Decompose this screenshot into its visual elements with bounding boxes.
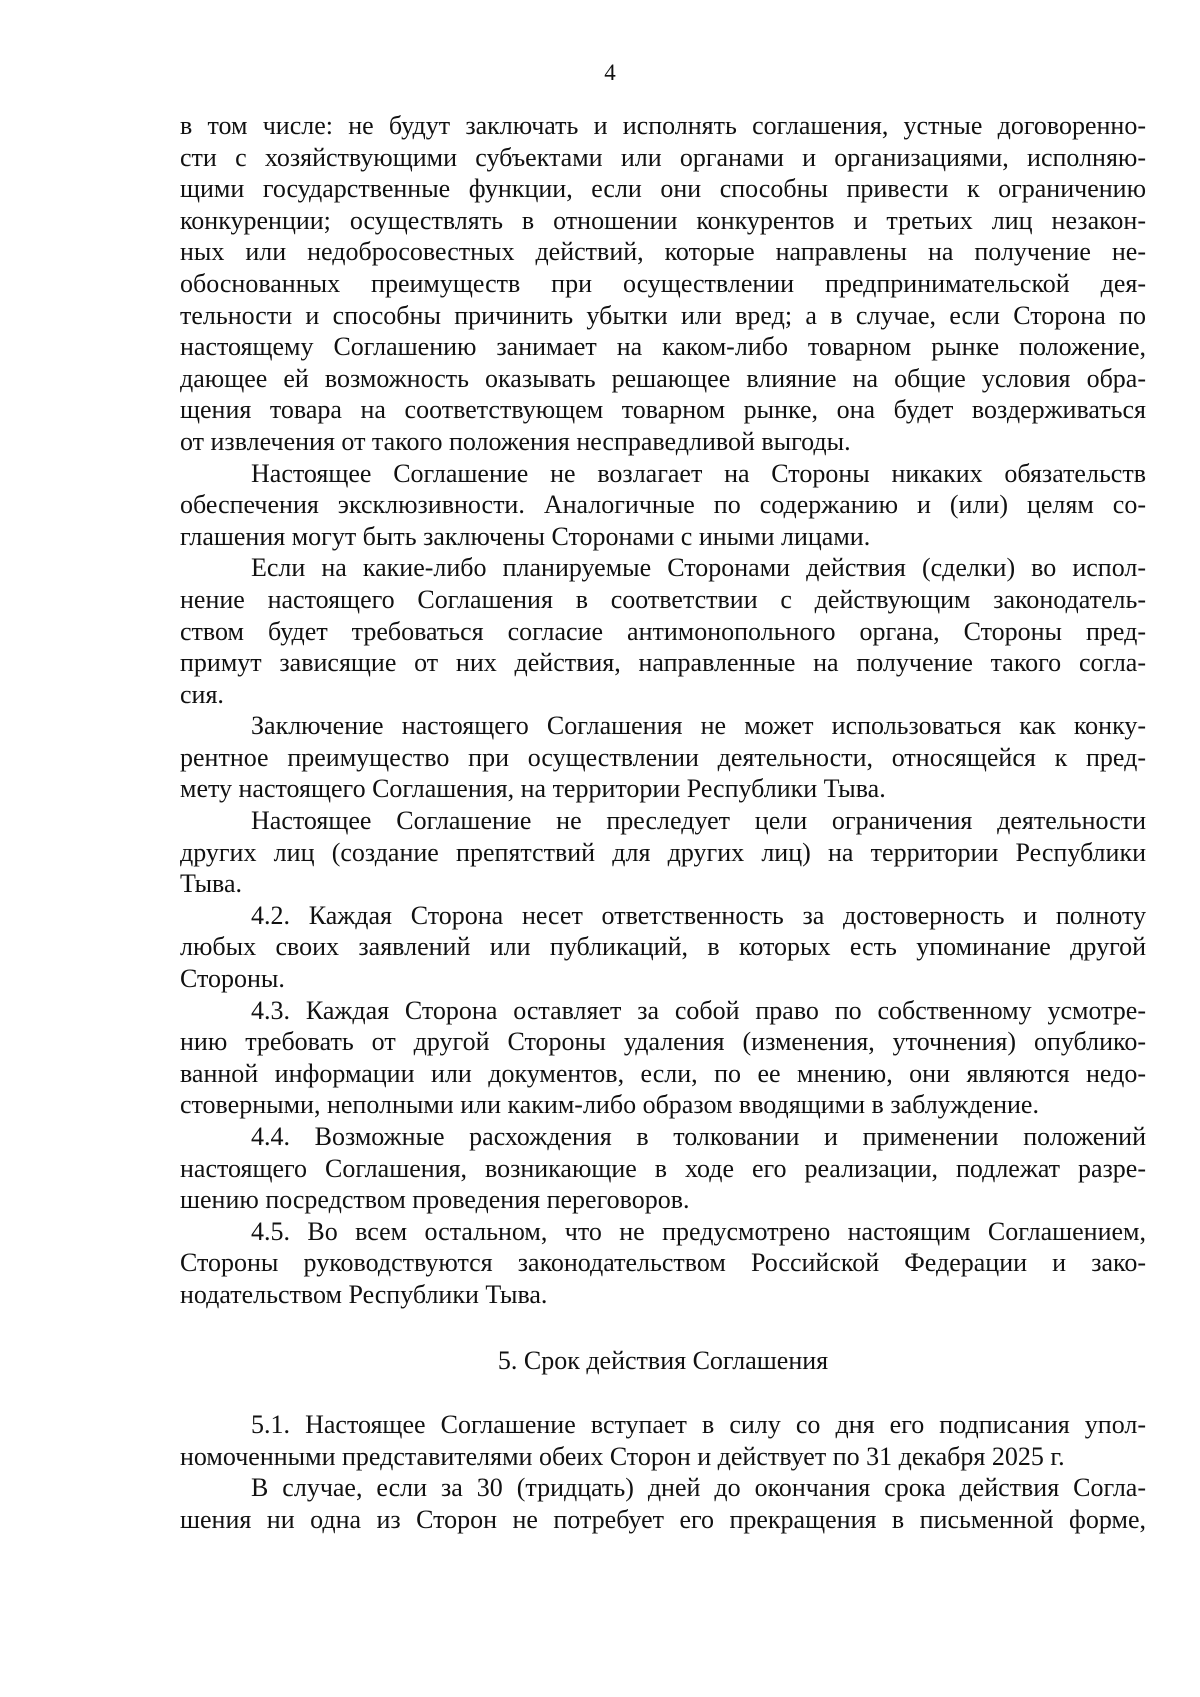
paragraph-auto-extension — [180, 1472, 1146, 1535]
text-line: дающее ей возможность оказывать решающее влияние на общие условия обра- — [180, 363, 1146, 393]
text-line: В случае, если за 30 (тридцать) дней до окончания срока действия Согла- — [251, 1473, 1146, 1503]
text-line: других лиц (создание препятствий для других лиц) на территории Республики — [180, 837, 1146, 867]
text-line: шения ни одна из Сторон не потребует его прекращения в письменной форме, — [180, 1504, 1146, 1534]
text-line: ных или недобросовестных действий, которые направлены на получение не- — [180, 237, 1146, 267]
paragraph-antimonopoly-consent — [180, 552, 1146, 710]
clause-4-4 — [180, 1121, 1146, 1216]
text-line: ством будет требоваться согласие антимонопольного органа, Стороны пред- — [180, 616, 1146, 646]
text-line: рентное преимущество при осуществлении деятельности, относящейся к пред- — [180, 742, 1146, 772]
text-line: Настоящее Соглашение не преследует цели ограничения деятельности — [251, 806, 1146, 836]
text-line: мету настоящего Соглашения, на территории Республики Тыва. — [180, 774, 886, 804]
paragraph-no-restriction — [180, 805, 1146, 900]
text-line: 5.1. Настоящее Соглашение вступает в силу со дня его подписания упол- — [251, 1410, 1146, 1440]
clause-5-1 — [180, 1409, 1146, 1472]
text-line: обоснованных преимуществ при осуществлении предпринимательской дея- — [180, 268, 1146, 298]
text-line: 4.5. Во всем остальном, что не предусмотрено настоящим Соглашением, — [251, 1216, 1146, 1246]
clause-4-5 — [180, 1216, 1146, 1311]
text-line: обеспечения эксклюзивности. Аналогичные по содержанию и (или) целям со- — [180, 490, 1146, 520]
text-line: Настоящее Соглашение не возлагает на Стороны никаких обязательств — [251, 458, 1146, 488]
text-line: Заключение настоящего Соглашения не может использоваться как конку- — [251, 711, 1146, 741]
text-line: щими государственные функции, если они способны привести к ограничению — [180, 174, 1146, 204]
text-line: 4.3. Каждая Сторона оставляет за собой право по собственному усмотре- — [251, 995, 1146, 1025]
text-line: в том числе: не будут заключать и исполнять соглашения, устные договоренно- — [180, 111, 1146, 140]
clause-4-3 — [180, 995, 1146, 1121]
text-line: Тыва. — [180, 869, 243, 899]
text-line: стоверными, неполными или каким-либо образом вводящими в заблуждение. — [180, 1090, 1039, 1120]
text-line: тельности и способны причинить убытки или вред; а в случае, если Сторона по — [180, 300, 1146, 330]
page-number: 4 — [604, 60, 616, 85]
text-line: Стороны. — [180, 964, 285, 994]
text-line: сти с хозяйствующими субъектами или органами и организациями, исполняю- — [180, 142, 1146, 172]
text-line: Стороны руководствуются законодательством Российской Федерации и зако- — [180, 1248, 1146, 1278]
paragraph-exclusivity — [180, 458, 1146, 553]
text-line: нодательством Республики Тыва. — [180, 1279, 548, 1309]
text-line: настоящему Соглашению занимает на каком-либо товарном рынке положение, — [180, 332, 1146, 362]
text-line: Если на какие-либо планируемые Сторонами действия (сделки) во испол- — [251, 553, 1146, 583]
text-line: ванной информации или документов, если, по ее мнению, они являются недо- — [180, 1058, 1146, 1088]
document-body — [180, 110, 1146, 1536]
text-line: 4.2. Каждая Сторона несет ответственность за достоверность и полноту — [251, 900, 1146, 930]
paragraph-competition-obligations — [180, 110, 1146, 458]
text-line: щения товара на соответствующем товарном рынке, она будет воздерживаться — [180, 395, 1146, 425]
text-line: номоченными представителями обеих Сторон и действует по 31 декабря 2025 г. — [180, 1441, 1065, 1471]
text-line: глашения могут быть заключены Сторонами с иными лицами. — [180, 521, 871, 551]
text-line: 4.4. Возможные расхождения в толковании и применении положений — [251, 1122, 1146, 1151]
text-line: примут зависящие от них действия, направленные на получение такого согла- — [180, 648, 1146, 678]
text-line: шению посредством проведения переговоров. — [180, 1185, 690, 1215]
text-line: конкуренции; осуществлять в отношении конкурентов и третьих лиц незакон- — [180, 205, 1146, 235]
text-line: нение настоящего Соглашения в соответствии с действующим законодатель- — [180, 584, 1146, 614]
paragraph-no-competitive-advantage — [180, 710, 1146, 805]
section-heading: 5. Срок действия Соглашения — [497, 1345, 829, 1375]
text-line: нию требовать от другой Стороны удаления (изменения, уточнения) опублико- — [180, 1027, 1146, 1057]
text-line: от извлечения от такого положения несправедливой выгоды. — [180, 426, 851, 456]
clause-4-2 — [180, 900, 1146, 995]
text-line: настоящего Соглашения, возникающие в ходе его реализации, подлежат разре- — [180, 1153, 1146, 1183]
text-line: сия. — [180, 679, 224, 709]
text-line: любых своих заявлений или публикаций, в которых есть упоминание другой — [180, 932, 1146, 962]
